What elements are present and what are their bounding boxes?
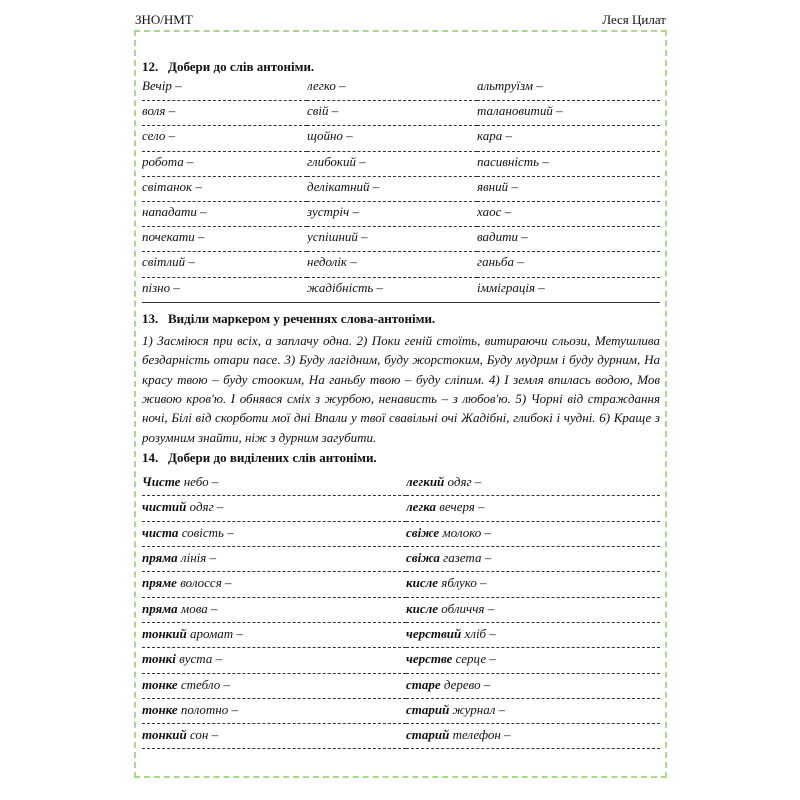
- phrase-rest: дерево –: [440, 676, 491, 692]
- highlighted-word: легка: [406, 499, 437, 515]
- phrase-cell: [142, 572, 406, 597]
- phrase-rest: волосся –: [176, 575, 232, 591]
- task-14-title: Добери до виділених слів антоніми.: [168, 450, 377, 466]
- phrase-rest: одяг –: [186, 499, 224, 515]
- antonym-word-cell: воля –: [142, 101, 307, 126]
- phrase-rest: телефон –: [449, 727, 511, 743]
- highlighted-word: черствий: [406, 625, 462, 641]
- antonym-word-cell: недолік –: [307, 252, 477, 277]
- highlighted-word: Чисте: [142, 474, 181, 490]
- phrase-cell: [406, 724, 660, 749]
- phrase-rest: серце –: [452, 651, 496, 667]
- phrase-rest: небо –: [180, 474, 219, 490]
- highlighted-word: тонкий: [142, 727, 187, 743]
- header-right: Леся Цилат: [602, 12, 666, 27]
- antonym-word-cell: Вечір –: [142, 76, 307, 101]
- page-content: [142, 58, 660, 749]
- antonym-word-cell: робота –: [142, 152, 307, 177]
- task-12-heading: [142, 58, 660, 76]
- phrase-rest: лінія –: [177, 550, 217, 566]
- phrase-cell: [406, 496, 660, 521]
- phrase-cell: [142, 648, 406, 673]
- phrase-cell: [406, 572, 660, 597]
- phrase-cell: [406, 471, 660, 496]
- antonym-word-cell: вадити –: [477, 227, 660, 252]
- phrase-cell: [142, 674, 406, 699]
- antonym-word-cell: кара –: [477, 126, 660, 151]
- task-13-title: Виділи маркером у реченнях слова-антоніми.: [168, 310, 436, 326]
- phrase-cell: [406, 699, 660, 724]
- antonym-word-cell: талановитий –: [477, 101, 660, 126]
- task-13-heading: [142, 310, 660, 328]
- task-14-number: 14.: [142, 450, 159, 466]
- antonym-word-cell: успішний –: [307, 227, 477, 252]
- phrase-cell: [406, 674, 660, 699]
- task-14-heading: [142, 449, 660, 467]
- antonym-word-cell: альтруїзм –: [477, 76, 660, 101]
- phrase-cell: [142, 724, 406, 749]
- antonym-word-cell: імміграція –: [477, 278, 660, 303]
- highlighted-word: чистий: [142, 499, 187, 515]
- phrase-rest: молоко –: [439, 524, 492, 540]
- highlighted-word: пряма: [142, 550, 178, 566]
- highlighted-word: тонке: [142, 676, 178, 692]
- phrase-rest: вуста –: [175, 651, 223, 667]
- highlighted-word: старе: [406, 676, 441, 692]
- antonym-word-cell: світанок –: [142, 177, 307, 202]
- phrase-rest: хліб –: [461, 625, 496, 641]
- highlighted-word: старий: [406, 727, 450, 743]
- phrase-rest: совість –: [178, 524, 234, 540]
- antonym-word-cell: почекати –: [142, 227, 307, 252]
- phrase-rest: полотно –: [177, 701, 238, 717]
- task-12-grid: [142, 76, 660, 303]
- antonym-word-cell: жадібність –: [307, 278, 477, 303]
- highlighted-word: кисле: [406, 575, 439, 591]
- highlighted-word: свіжа: [406, 550, 440, 566]
- highlighted-word: легкий: [406, 474, 445, 490]
- phrase-rest: вечеря –: [436, 499, 485, 515]
- antonym-word-cell: щойно –: [307, 126, 477, 151]
- phrase-cell: [406, 648, 660, 673]
- phrase-cell: [406, 623, 660, 648]
- task-12-number: 12.: [142, 59, 159, 74]
- highlighted-word: пряме: [142, 575, 177, 591]
- phrase-cell: [406, 522, 660, 547]
- antonym-word-cell: легко –: [307, 76, 477, 101]
- task-13-number: 13.: [142, 310, 159, 326]
- phrase-rest: стебло –: [177, 676, 230, 692]
- phrase-cell: [142, 598, 406, 623]
- antonym-word-cell: хаос –: [477, 202, 660, 227]
- antonym-word-cell: глибокий –: [307, 152, 477, 177]
- header-left: ЗНО/НМТ: [135, 12, 193, 27]
- highlighted-word: тонке: [142, 701, 178, 717]
- task-13-text: 1) Засміюся при всіх, а заплачу одна. 2) Поки геній стоїть, витираючи сльози, Метушлива бездарність отари пасе. 3) Буду лагідним, буду жорстоким, Буду мудрим і буду дурним, На красу твою – буду стооким, На ганьбу твою – буду сліпим. 4) І земля впилась водою, Мов живою кров'ю. І обнявся сміх з журбою, ненависть – з любов'ю. 5) Чорні від страждання ночі, Білі від скорботи мої дні Впали у твої свавільні очі Жадібні, глибокі і чудні. 6) Краще з розумним знайти, ніж з дурним загубити.: [142, 332, 660, 445]
- antonym-word-cell: ганьба –: [477, 252, 660, 277]
- highlighted-word: тонкий: [142, 625, 187, 641]
- phrase-cell: [142, 547, 406, 572]
- phrase-rest: газета –: [439, 550, 492, 566]
- task-12-title: Добери до слів антоніми.: [168, 59, 315, 74]
- highlighted-word: свіже: [406, 524, 440, 540]
- highlighted-word: тонкі: [142, 651, 176, 667]
- phrase-rest: сон –: [186, 727, 219, 743]
- antonym-word-cell: свій –: [307, 101, 477, 126]
- phrase-rest: журнал –: [449, 701, 506, 717]
- phrase-cell: [142, 522, 406, 547]
- highlighted-word: черстве: [406, 651, 453, 667]
- phrase-rest: одяг –: [444, 474, 482, 490]
- phrase-rest: аромат –: [186, 625, 243, 641]
- phrase-cell: [142, 496, 406, 521]
- antonym-word-cell: явний –: [477, 177, 660, 202]
- antonym-word-cell: зустріч –: [307, 202, 477, 227]
- phrase-cell: [142, 471, 406, 496]
- phrase-rest: яблуко –: [438, 575, 487, 591]
- antonym-word-cell: село –: [142, 126, 307, 151]
- highlighted-word: пряма: [142, 600, 178, 616]
- antonym-word-cell: нападати –: [142, 202, 307, 227]
- phrase-rest: мова –: [177, 600, 218, 616]
- highlighted-word: чиста: [142, 524, 179, 540]
- phrase-rest: обличчя –: [438, 600, 495, 616]
- phrase-cell: [406, 598, 660, 623]
- phrase-cell: [406, 547, 660, 572]
- phrase-cell: [142, 699, 406, 724]
- highlighted-word: кисле: [406, 600, 439, 616]
- antonym-word-cell: делікатний –: [307, 177, 477, 202]
- antonym-word-cell: пасивність –: [477, 152, 660, 177]
- antonym-word-cell: пізно –: [142, 278, 307, 303]
- antonym-word-cell: світлий –: [142, 252, 307, 277]
- phrase-cell: [142, 623, 406, 648]
- task-14-grid: [142, 471, 660, 749]
- highlighted-word: старий: [406, 701, 450, 717]
